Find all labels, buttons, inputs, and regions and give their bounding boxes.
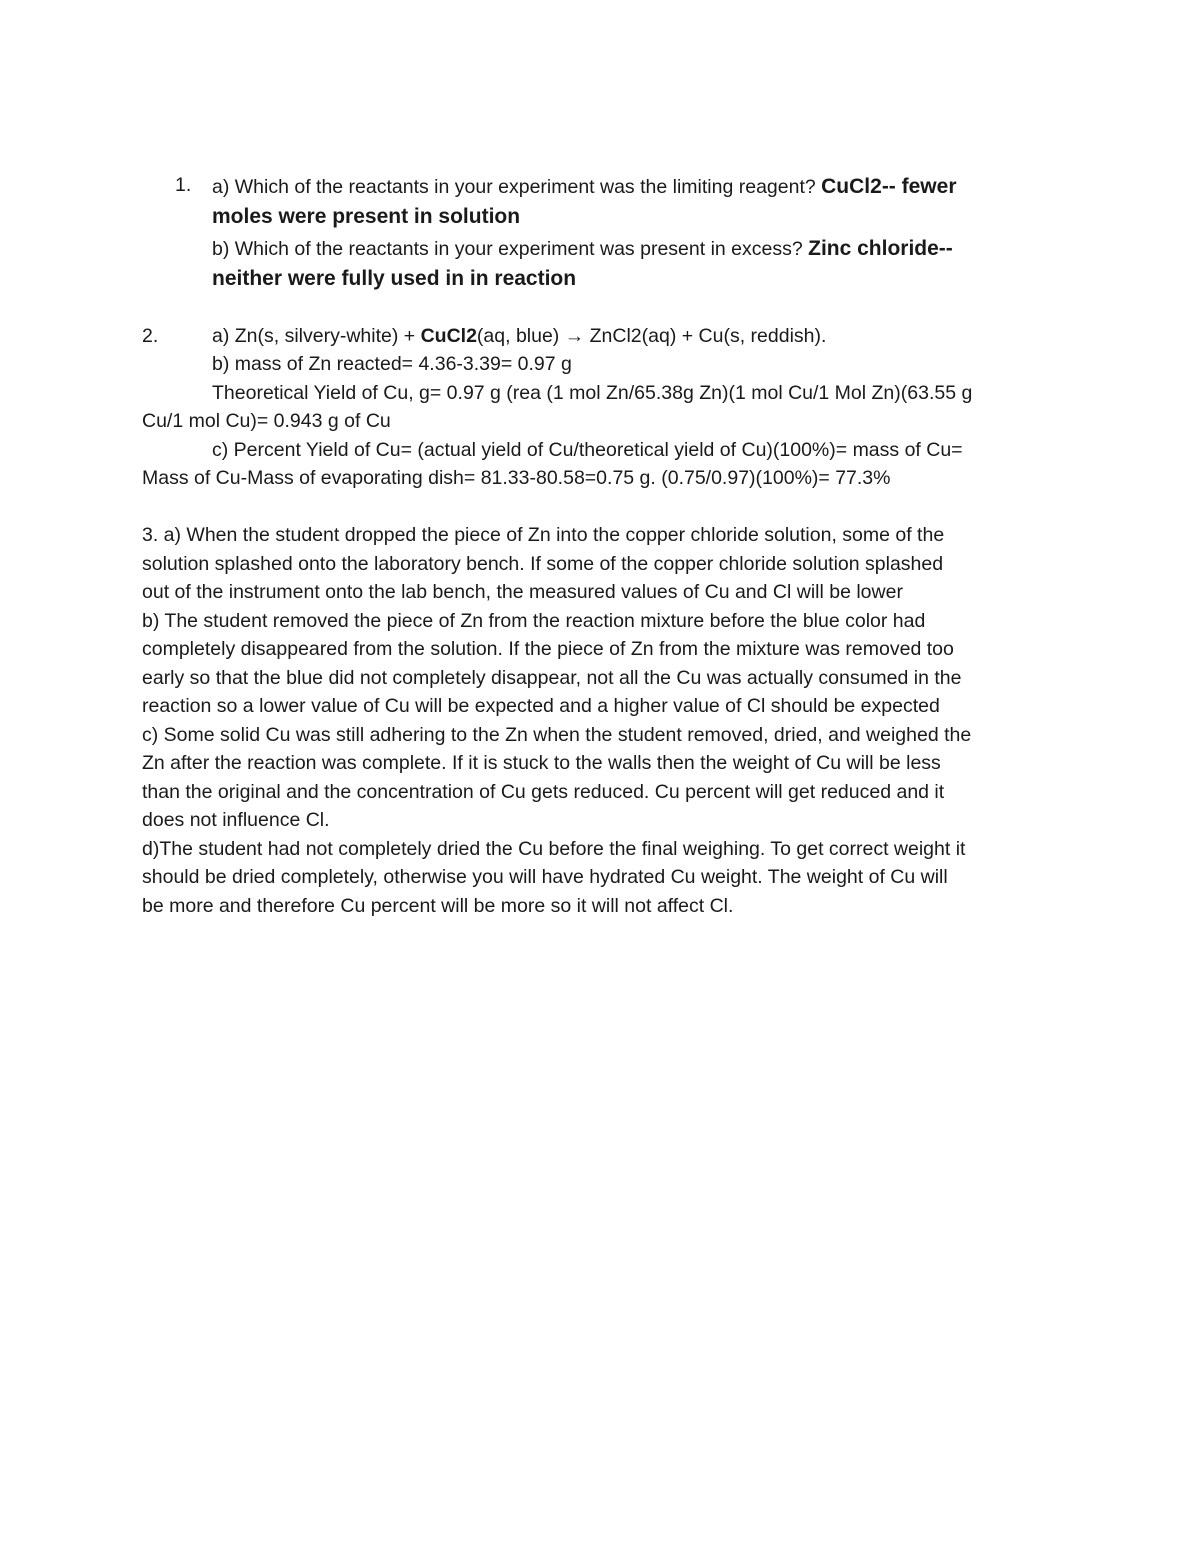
q2-a-post: (aq, blue) → ZnCl2(aq) + Cu(s, reddish). (476, 325, 827, 347)
q2-theoretical-line2: Cu/1 mol Cu)= 0.943 g of Cu (142, 410, 391, 432)
q1-b-question: b) Which of the reactants in your experiment was present in excess? (212, 238, 803, 260)
q3-line: does not influence Cl. (142, 809, 330, 831)
q3-line: solution splashed onto the laboratory bench. If some of the copper chloride solution splashed (142, 553, 944, 575)
q1-a-answer: CuCl2-- fewer (821, 175, 957, 198)
q2-number: 2. (142, 325, 159, 347)
q3-line: out of the instrument onto the lab bench, the measured values of Cu and Cl will be lower (142, 581, 903, 603)
q2-c-line1: c) Percent Yield of Cu= (actual yield of Cu/theoretical yield of Cu)(100%)= mass of Cu= (212, 439, 963, 461)
q3-line: c) Some solid Cu was still adhering to the Zn when the student removed, dried, and weighed the (142, 724, 972, 746)
q2-a-pre: a) Zn(s, silvery-white) + (212, 325, 421, 347)
q1-b-line (212, 238, 953, 260)
q2-theoretical-line1: Theoretical Yield of Cu, g= 0.97 g (rea (1 mol Zn/65.38g Zn)(1 mol Cu/1 Mol Zn)(63.55 g (212, 382, 973, 404)
q1-a-line (212, 176, 957, 198)
q3-line: completely disappeared from the solution. If the piece of Zn from the mixture was removed too (142, 638, 954, 660)
q2-a-equation (212, 327, 826, 347)
q3-line: b) The student removed the piece of Zn from the reaction mixture before the blue color had (142, 610, 926, 632)
q2-a-bold: CuCl2 (420, 325, 477, 347)
q3-line: d)The student had not completely dried the Cu before the final weighing. To get correct weight it (142, 838, 966, 860)
q1-a-question: a) Which of the reactants in your experiment was the limiting reagent? (212, 176, 816, 198)
q1-b-answer-cont: neither were fully used in in reaction (212, 267, 577, 290)
q3-line: than the original and the concentration of Cu gets reduced. Cu percent will get reduced and it (142, 781, 945, 803)
q2-b-line: b) mass of Zn reacted= 4.36-3.39= 0.97 g (212, 353, 572, 375)
q3-line: early so that the blue did not completely disappear, not all the Cu was actually consumed in the (142, 667, 962, 689)
q1-b-answer: Zinc chloride-- (808, 237, 953, 260)
q1-a-answer-cont: moles were present in solution (212, 205, 521, 228)
q3-line: reaction so a lower value of Cu will be expected and a higher value of Cl should be expected (142, 695, 940, 717)
q3-line: be more and therefore Cu percent will be more so it will not affect Cl. (142, 895, 734, 917)
q3-line: Zn after the reaction was complete. If it is stuck to the walls then the weight of Cu will be less (142, 752, 941, 774)
q1-number: 1. (175, 174, 192, 196)
q3-line: 3. a) When the student dropped the piece of Zn into the copper chloride solution, some of the (142, 524, 945, 546)
q2-c-line2: Mass of Cu-Mass of evaporating dish= 81.33-80.58=0.75 g. (0.75/0.97)(100%)= 77.3% (142, 467, 891, 489)
q3-line: should be dried completely, otherwise you will have hydrated Cu weight. The weight of Cu will (142, 866, 948, 888)
